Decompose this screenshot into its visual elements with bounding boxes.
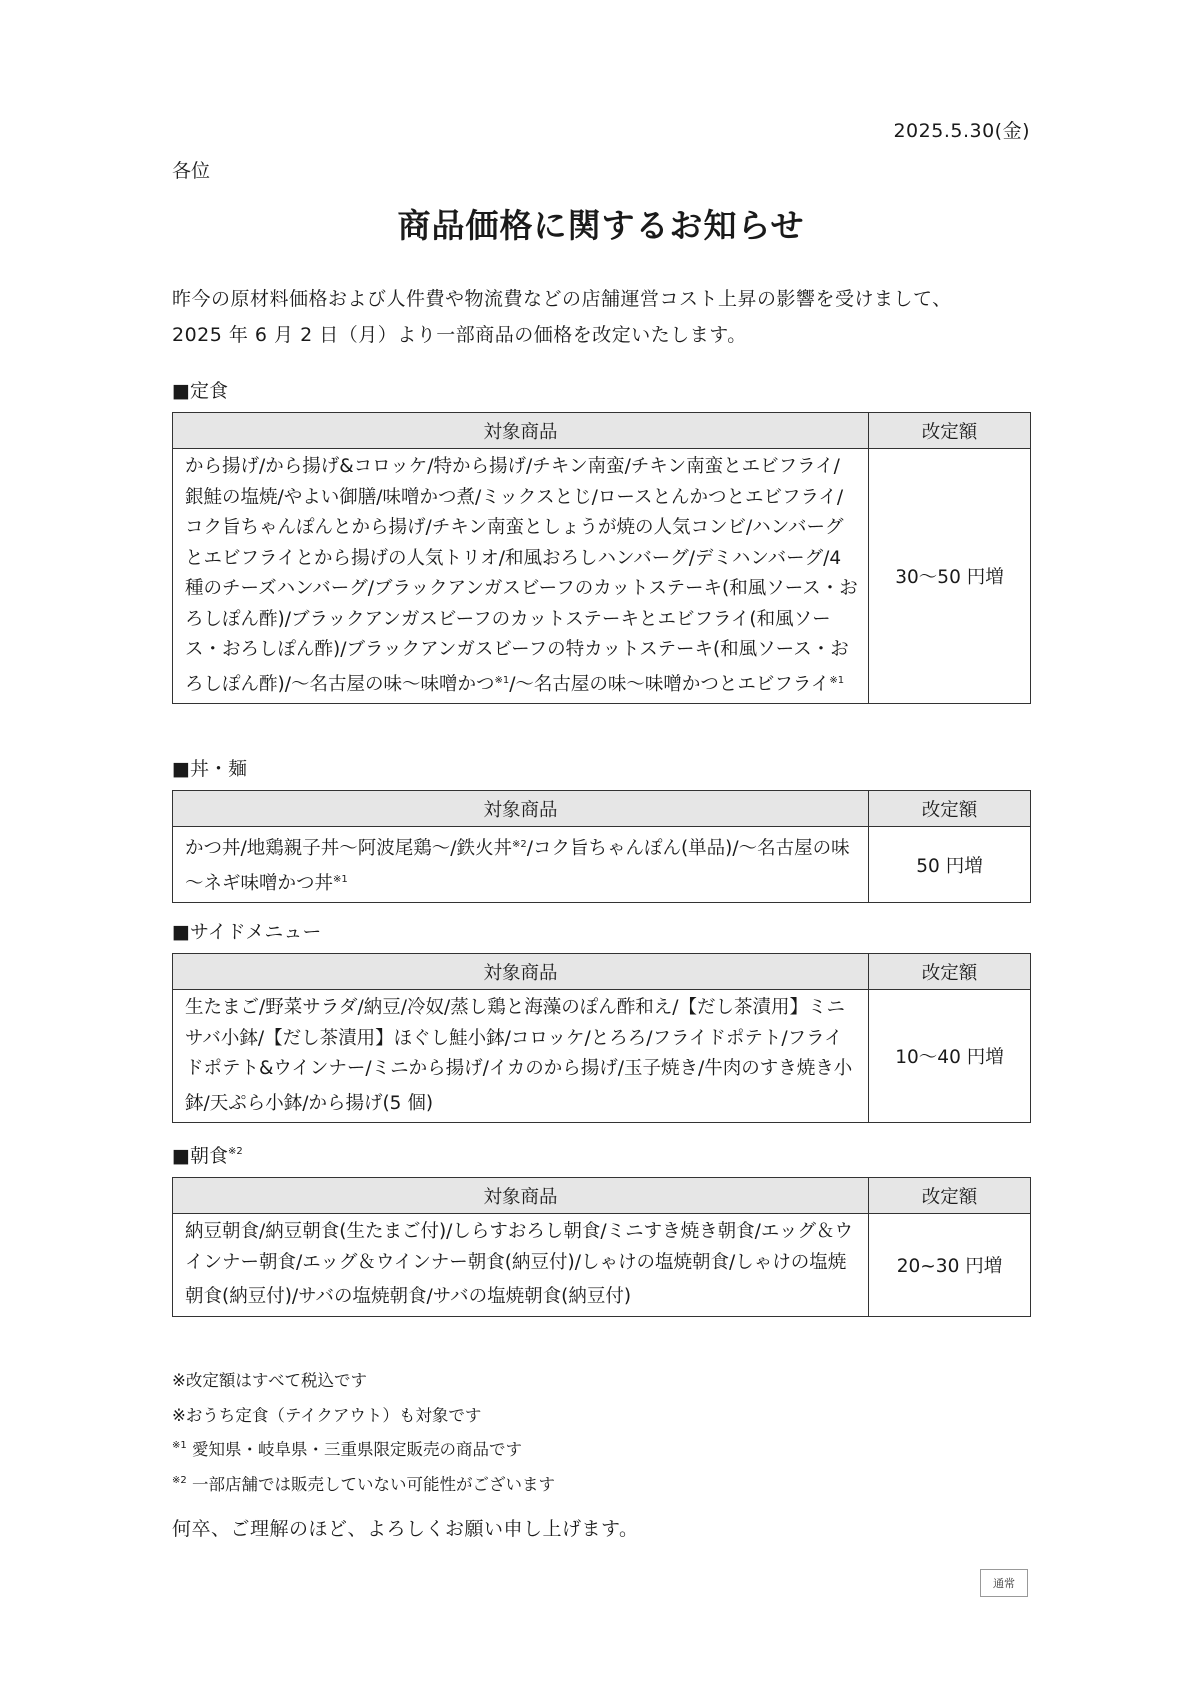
header-amount: 改定額 xyxy=(869,954,1031,990)
header-amount: 改定額 xyxy=(869,791,1031,827)
amount-cell: 50 円増 xyxy=(869,827,1031,903)
items-cell: から揚げ/から揚げ&コロッケ/特から揚げ/チキン南蛮/チキン南蛮とエビフライ/銀鮭の塩焼/やよい御膳/味噌かつ煮/ミックスとじ/ロースとんかつとエビフライ/コク旨ちゃんぽんとから揚げ/チキン南蛮としょうが焼の人気コンビ/ハンバーグとエビフライとから揚げの人気トリオ/和風おろしハンバーグ/デミハンバーグ/4 種のチーズハンバーグ/ブラックアンガスビーフのカットステーキ(和風ソース・おろしぽん酢)/ブラックアンガスビーフのカットステーキとエビフライ(和風ソース・おろしぽん酢)/ブラックアンガスビーフの特カットステーキ(和風ソース・おろしぽん酢)/～名古屋の味～味噌かつ$^{※1}$/～名古屋の味～味噌かつとエビフライ$^{※1}$ xyxy=(173,449,869,704)
price-table xyxy=(172,412,1031,704)
table-header-row xyxy=(173,413,1031,449)
amount-cell: 20~30 円増 xyxy=(869,1214,1031,1317)
section-heading: ■丼・麺 xyxy=(172,758,247,780)
header-items: 対象商品 xyxy=(173,1178,869,1214)
footnote: ※おうち定食（テイクアウト）も対象です xyxy=(172,1405,482,1425)
items-cell: 生たまご/野菜サラダ/納豆/冷奴/蒸し鶏と海藻のぽん酢和え/【だし茶漬用】ミニサバ小鉢/【だし茶漬用】ほぐし鮭小鉢/コロッケ/とろろ/フライドポテト/フライドポテト&ウインナー/ミニから揚げ/イカのから揚げ/玉子焼き/牛肉のすき焼き小鉢/天ぷら小鉢/から揚げ(5 個) xyxy=(173,990,869,1123)
footnote: $^{※1}$ 愛知県・岐阜県・三重県限定販売の商品です xyxy=(172,1440,522,1459)
section-heading: ■サイドメニュー xyxy=(172,921,322,943)
table-row xyxy=(173,990,1031,1123)
intro-paragraph xyxy=(172,281,1030,353)
amount-cell: 30～50 円増 xyxy=(869,449,1031,704)
notice-date: 2025.5.30(金) xyxy=(893,120,1030,142)
table-row xyxy=(173,1214,1031,1317)
header-amount: 改定額 xyxy=(869,413,1031,449)
header-items: 対象商品 xyxy=(173,954,869,990)
closing-line: 何卒、ご理解のほど、よろしくお願い申し上げます。 xyxy=(172,1518,639,1540)
table-header-row xyxy=(173,1178,1031,1214)
addressee: 各位 xyxy=(172,160,211,182)
section-breakfast xyxy=(172,1137,1030,1317)
page-title: 商品価格に関するお知らせ xyxy=(397,206,805,245)
notice-page xyxy=(172,0,1030,1698)
table-header-row xyxy=(173,791,1031,827)
footnotes xyxy=(172,1362,1030,1500)
footnote: ※改定額はすべて税込です xyxy=(172,1371,367,1390)
header-amount: 改定額 xyxy=(869,1178,1031,1214)
table-row xyxy=(173,827,1031,903)
price-table xyxy=(172,1177,1031,1317)
section-heading: ■朝食$^{※2}$ xyxy=(172,1145,243,1167)
classification-stamp: 通常 xyxy=(980,1569,1028,1597)
section-heading: ■定食 xyxy=(172,380,228,402)
header-items: 対象商品 xyxy=(173,791,869,827)
table-row xyxy=(173,449,1031,704)
intro-line-1: 昨今の原材料価格および人件費や物流費などの店舗運営コスト上昇の影響を受けまして、 xyxy=(172,288,952,310)
header-items: 対象商品 xyxy=(173,413,869,449)
amount-cell: 10～40 円増 xyxy=(869,990,1031,1123)
items-cell: かつ丼/地鶏親子丼～阿波尾鶏～/鉄火丼$^{※2}$/コク旨ちゃんぽん(単品)/～名古屋の味～ネギ味噌かつ丼$^{※1}$ xyxy=(173,827,869,903)
price-table xyxy=(172,790,1031,903)
items-cell: 納豆朝食/納豆朝食(生たまご付)/しらすおろし朝食/ミニすき焼き朝食/エッグ＆ウインナー朝食/エッグ＆ウインナー朝食(納豆付)/しゃけの塩焼朝食/しゃけの塩焼朝食(納豆付)/サバの塩焼朝食/サバの塩焼朝食(納豆付) xyxy=(173,1214,869,1317)
footnote: $^{※2}$ 一部店舗では販売していない可能性がございます xyxy=(172,1474,555,1494)
section-don-men xyxy=(172,750,1030,903)
section-side-menu xyxy=(172,913,1030,1123)
intro-line-2: 2025 年 6 月 2 日（月）より一部商品の価格を改定いたします。 xyxy=(172,324,747,346)
section-teishoku xyxy=(172,372,1030,704)
table-header-row xyxy=(173,954,1031,990)
price-table xyxy=(172,953,1031,1123)
